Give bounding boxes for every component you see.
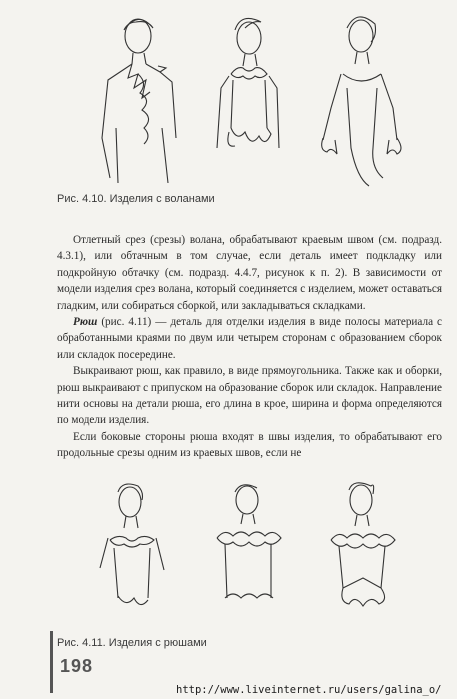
- term-ruche: Рюш: [73, 316, 98, 329]
- paragraph-text: (рис. 4.11) — деталь для отделки изделия в виде полосы материала с обработанными краями по двум или четырем сторонам с образованием сборок или складок посередине.: [57, 316, 442, 361]
- figure-4-11-illustrations: [88, 478, 408, 630]
- paragraph: Выкраивают рюш, как правило, в виде прямоугольника. Также как и оборки, рюш выкраивают с припуском на образование сборок или складок. Направление нити основы на детали рюша, его длина в крое, ширина и форма определяются по модели изделия.: [57, 365, 443, 427]
- figure-caption: Рис. 4.11. Изделия с рюшами: [57, 637, 207, 649]
- paragraph: [57, 314, 442, 363]
- paragraph: Отлетный срез (срезы) волана, обрабатывают краевым швом (см. подразд. 4.3.1), или обтачным в том случае, если деталь имеет подкладку или подкройную обтачку (см. подразд. 4.4.7, рисунок к п. 2). В зависимости от модели изделия срез волана, который соединяется с изделием, может оставаться гладким, или собираться сборкой, или закладываться складками.: [57, 234, 442, 312]
- sketch-top-ruche-1: [88, 478, 183, 630]
- figure-4-10-illustrations: [88, 8, 408, 188]
- body-text: [57, 232, 442, 462]
- watermark-url: http://www.liveinternet.ru/users/galina_o/: [176, 684, 442, 696]
- paragraph: Если боковые стороны рюша входят в швы изделия, то обрабатывают его продольные срезы одним из краевых швов, если не: [57, 430, 442, 460]
- page-number: 198: [60, 656, 94, 676]
- sketch-top-peplum: [201, 8, 296, 188]
- margin-rule: [50, 631, 53, 693]
- sketch-dress-sleeve-flounces: [313, 8, 408, 188]
- figure-caption: Рис. 4.10. Изделия с воланами: [57, 193, 215, 205]
- sketch-blouse-jabot: [88, 8, 183, 188]
- sketch-top-ruche-3: [313, 478, 408, 630]
- sketch-top-ruche-2: [201, 478, 296, 630]
